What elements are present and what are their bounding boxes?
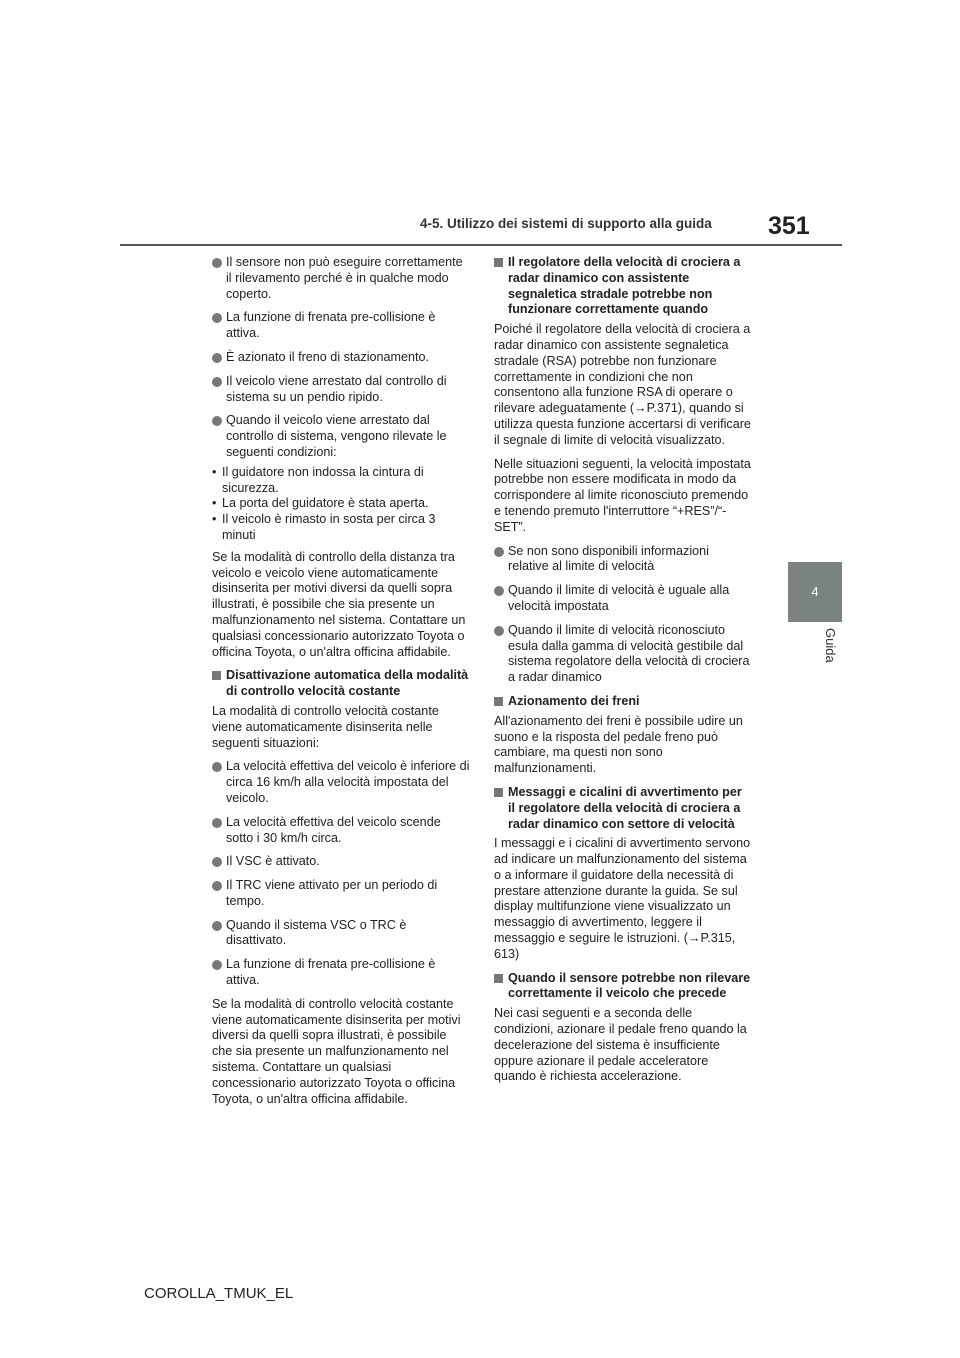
- bullet-icon: [212, 818, 222, 828]
- list-item: La funzione di frenata pre-collisione è attiva.: [212, 957, 470, 989]
- list-item: Il VSC è attivato.: [212, 854, 470, 870]
- paragraph: La modalità di controllo velocità costante viene automaticamente disinserita nelle seguenti situazioni:: [212, 703, 439, 750]
- list-item: Se non sono disponibili informazioni relative al limite di velocità: [494, 544, 752, 576]
- list-item: Il sensore non può eseguire correttamente il rilevamento perché è in qualche modo coperto.: [212, 255, 470, 302]
- subheading: Azionamento dei freni: [494, 694, 752, 710]
- list-item: La funzione di frenata pre-collisione è attiva.: [212, 310, 470, 342]
- bullet-icon: [212, 258, 222, 268]
- bullet-icon: [494, 626, 504, 636]
- square-bullet-icon: [494, 788, 503, 797]
- left-column: [212, 255, 470, 1115]
- sub-list: [212, 465, 470, 544]
- bullet-icon: [212, 857, 222, 867]
- square-bullet-icon: [494, 258, 503, 267]
- bullet-icon: [212, 960, 222, 970]
- footer-code: COROLLA_TMUK_EL: [144, 1285, 294, 1302]
- subheading: Messaggi e cicalini di avvertimento per il regolatore della velocità di crociera a radar dinamico con settore di velocità: [494, 785, 752, 832]
- square-bullet-icon: [212, 671, 221, 680]
- paragraph: Poiché il regolatore della velocità di crociera a radar dinamico con assistente segnaletica stradale (RSA) potrebbe non funzionare correttamente in condizioni che non consentono alla funzione RSA di operare o rilevare adeguatamente (→P.371), quando si utilizza questa funzione accertarsi di verificare il segnale di limite di velocità visualizzato.: [494, 322, 751, 447]
- page-number: 351: [768, 212, 810, 240]
- paragraph: Nelle situazioni seguenti, la velocità impostata potrebbe non essere modificata in modo da corrispondere al limite riconosciuto premendo e tenendo premuto l'interruttore “+RES”/“-SET”.: [494, 456, 751, 534]
- square-bullet-icon: [494, 974, 503, 983]
- bullet-icon: [494, 547, 504, 557]
- sub-list-item: • Il veicolo è rimasto in sosta per circa 3 minuti: [212, 512, 470, 544]
- list-item: La velocità effettiva del veicolo scende sotto i 30 km/h circa.: [212, 815, 470, 847]
- subheading: Quando il sensore potrebbe non rilevare correttamente il veicolo che precede: [494, 971, 752, 1003]
- sub-list-item: • Il guidatore non indossa la cintura di sicurezza.: [212, 465, 470, 497]
- paragraph: All'azionamento dei freni è possibile udire un suono e la risposta del pedale freno può cambiare, ma questi non sono malfunzionamenti.: [494, 713, 743, 776]
- list-item: Quando il limite di velocità riconosciuto esula dalla gamma di velocità gestibile dal sistema regolatore della velocità di crociera a radar dinamico: [494, 623, 752, 686]
- bullet-icon: [494, 586, 504, 596]
- paragraph: Nei casi seguenti e a seconda delle condizioni, azionare il pedale freno quando la decelerazione del sistema è insufficiente oppure azionare il pedale acceleratore quando è richiesta accelerazione.: [494, 1006, 747, 1084]
- bullet-icon: [212, 416, 222, 426]
- bullet-icon: [212, 353, 222, 363]
- chapter-label: Guida: [823, 628, 838, 663]
- bullet-icon: [212, 762, 222, 772]
- list-item: Il veicolo viene arrestato dal controllo di sistema su un pendio ripido.: [212, 374, 470, 406]
- subheading: Il regolatore della velocità di crociera a radar dinamico con assistente segnaletica stradale potrebbe non funzionare correttamente quando: [494, 255, 752, 318]
- list-item: La velocità effettiva del veicolo è inferiore di circa 16 km/h alla velocità impostata del veicolo.: [212, 759, 470, 806]
- right-column: [494, 255, 752, 1093]
- bullet-icon: [212, 881, 222, 891]
- chapter-tab[interactable]: 4: [788, 562, 842, 622]
- list-item: Quando il veicolo viene arrestato dal controllo di sistema, vengono rilevate le seguenti condizioni:: [212, 413, 470, 460]
- bullet-icon: [212, 313, 222, 323]
- bullet-icon: [212, 377, 222, 387]
- list-item: Quando il limite di velocità è uguale alla velocità impostata: [494, 583, 752, 615]
- list-item: È azionato il freno di stazionamento.: [212, 350, 470, 366]
- paragraph: Se la modalità di controllo della distanza tra veicolo e veicolo viene automaticamente disinserita per motivi diversi da quelli sopra illustrati, è possibile che sia presente un malfunzionamento nel sistema. Contattare un qualsiasi concessionario autorizzato Toyota o officina Toyota, o un'altra officina affidabile.: [212, 549, 466, 659]
- list-item: Quando il sistema VSC o TRC è disattivato.: [212, 918, 470, 950]
- list-item: Il TRC viene attivato per un periodo di tempo.: [212, 878, 470, 910]
- paragraph: I messaggi e i cicalini di avvertimento servono ad indicare un malfunzionamento del sistema o a informare il guidatore della necessità di prestare attenzione durante la guida. Se sul display multifunzione viene visualizzato un messaggio di avvertimento, leggere il messaggio e seguire le istruzioni. (→P.315, 613): [494, 836, 751, 961]
- sub-list-item: • La porta del guidatore è stata aperta.: [212, 496, 470, 512]
- subheading: Disattivazione automatica della modalità di controllo velocità costante: [212, 668, 470, 700]
- square-bullet-icon: [494, 697, 503, 706]
- paragraph: Se la modalità di controllo velocità costante viene automaticamente disinserita per motivi diversi da quelli sopra illustrati, è possibile che sia presente un malfunzionamento nel sistema. Contattare un qualsiasi concessionario autorizzato Toyota o officina Toyota, o un'altra officina affidabile.: [212, 996, 461, 1106]
- bullet-icon: [212, 921, 222, 931]
- header-rule: [120, 244, 842, 246]
- section-title: 4-5. Utilizzo dei sistemi di supporto alla guida: [420, 216, 712, 231]
